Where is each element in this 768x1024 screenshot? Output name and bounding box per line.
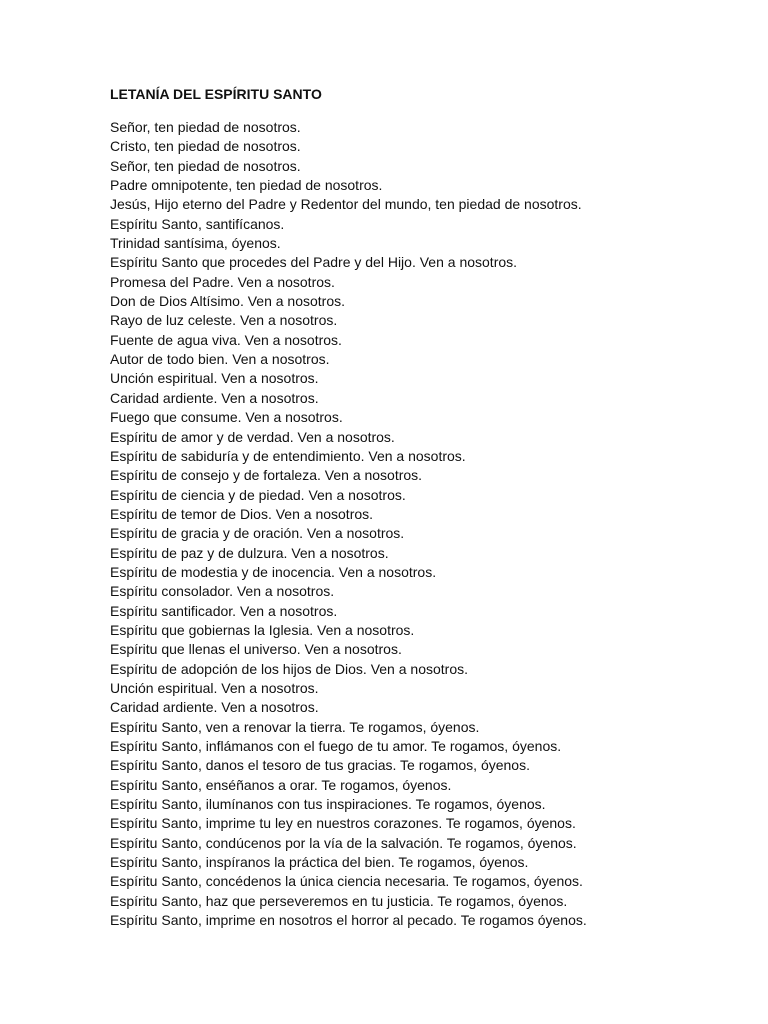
- litany-line: Fuego que consume. Ven a nosotros.: [110, 409, 343, 426]
- litany-line: Espíritu de adopción de los hijos de Dios. Ven a nosotros.: [110, 660, 468, 677]
- litany-line: Rayo de luz celeste. Ven a nosotros.: [110, 312, 338, 329]
- litany-line: Unción espiritual. Ven a nosotros.: [110, 370, 319, 387]
- litany-line: Autor de todo bien. Ven a nosotros.: [110, 351, 330, 368]
- litany-line: Espíritu Santo, imprime tu ley en nuestros corazones. Te rogamos, óyenos.: [110, 815, 576, 832]
- litany-line: Trinidad santísima, óyenos.: [110, 235, 281, 252]
- litany-line: Espíritu de consejo y de fortaleza. Ven a nosotros.: [110, 467, 423, 484]
- litany-line: Espíritu Santo, ilumínanos con tus inspiraciones. Te rogamos, óyenos.: [110, 796, 546, 813]
- litany-line: Espíritu de sabiduría y de entendimiento. Ven a nosotros.: [110, 447, 466, 464]
- litany-line: Espíritu Santo, danos el tesoro de tus gracias. Te rogamos, óyenos.: [110, 757, 530, 774]
- litany-line: Espíritu Santo, inspíranos la práctica del bien. Te rogamos, óyenos.: [110, 854, 529, 871]
- litany-line: Espíritu Santo, concédenos la única ciencia necesaria. Te rogamos, óyenos.: [110, 873, 583, 890]
- litany-line: Promesa del Padre. Ven a nosotros.: [110, 273, 335, 290]
- litany-line: Espíritu Santo, imprime en nosotros el horror al pecado. Te rogamos óyenos.: [110, 912, 587, 929]
- litany-line: Unción espiritual. Ven a nosotros.: [110, 679, 319, 696]
- litany-line: Padre omnipotente, ten piedad de nosotros.: [110, 177, 383, 194]
- page-title: LETANÍA DEL ESPÍRITU SANTO: [110, 86, 322, 102]
- litany-line: Señor, ten piedad de nosotros.: [110, 157, 301, 174]
- litany-line: Espíritu de modestia y de inocencia. Ven a nosotros.: [110, 563, 437, 580]
- litany-line: Espíritu santificador. Ven a nosotros.: [110, 602, 338, 619]
- litany-line: Espíritu Santo, ven a renovar la tierra. Te rogamos, óyenos.: [110, 718, 480, 735]
- litany-line: Espíritu de paz y de dulzura. Ven a nosotros.: [110, 544, 389, 561]
- litany-line: Espíritu de amor y de verdad. Ven a nosotros.: [110, 428, 395, 445]
- litany-line: Espíritu Santo, santifícanos.: [110, 215, 285, 232]
- litany-line: Espíritu que llenas el universo. Ven a nosotros.: [110, 641, 402, 658]
- litany-line: Espíritu Santo que procedes del Padre y del Hijo. Ven a nosotros.: [110, 254, 518, 271]
- litany-line: Espíritu de gracia y de oración. Ven a nosotros.: [110, 525, 405, 542]
- litany-line: Caridad ardiente. Ven a nosotros.: [110, 699, 319, 716]
- litany-line: Señor, ten piedad de nosotros.: [110, 119, 301, 135]
- litany-line: Espíritu que gobiernas la Iglesia. Ven a nosotros.: [110, 621, 415, 638]
- litany-line: Fuente de agua viva. Ven a nosotros.: [110, 331, 342, 348]
- litany-line: Don de Dios Altísimo. Ven a nosotros.: [110, 293, 346, 310]
- litany-line: Espíritu Santo, inflámanos con el fuego de tu amor. Te rogamos, óyenos.: [110, 738, 562, 754]
- litany-line: Espíritu Santo, condúcenos por la vía de la salvación. Te rogamos, óyenos.: [110, 834, 577, 851]
- litany-line: Caridad ardiente. Ven a nosotros.: [110, 389, 319, 406]
- litany-line: Cristo, ten piedad de nosotros.: [110, 138, 301, 155]
- litany-line: Espíritu de ciencia y de piedad. Ven a nosotros.: [110, 486, 406, 503]
- litany-line: Espíritu Santo, haz que perseveremos en tu justicia. Te rogamos, óyenos.: [110, 892, 568, 909]
- litany-line: Espíritu consolador. Ven a nosotros.: [110, 583, 335, 600]
- litany-line: Espíritu de temor de Dios. Ven a nosotros.: [110, 505, 374, 522]
- litany-line: Jesús, Hijo eterno del Padre y Redentor del mundo, ten piedad de nosotros.: [110, 196, 582, 213]
- litany-line: Espíritu Santo, enséñanos a orar. Te rogamos, óyenos.: [110, 776, 452, 793]
- litany-list: [110, 118, 587, 930]
